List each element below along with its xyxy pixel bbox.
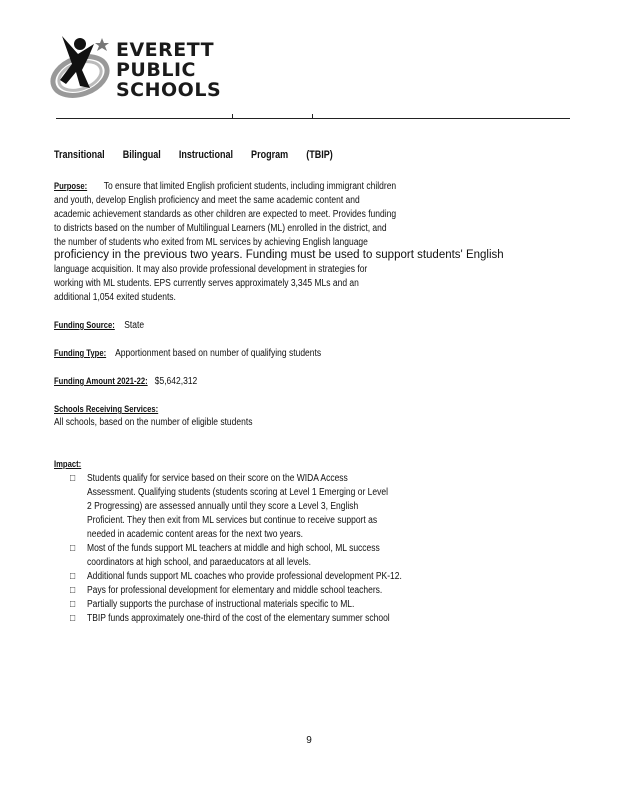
impact-line: Students qualify for service based on their score on the WIDA Access: [87, 473, 348, 484]
purpose-line: academic achievement standards as other children are expected to meet. Provides funding: [54, 209, 397, 220]
bullet-box-icon: □: [70, 543, 76, 554]
title-word: Bilingual: [122, 149, 161, 161]
purpose-line: To ensure that limited English proficient students, including immigrant children: [103, 181, 397, 192]
bullet-box-icon: □: [70, 613, 76, 624]
purpose-line: language acquisition. It may also provide professional development in strategies for: [54, 264, 368, 275]
list-item: [70, 612, 402, 626]
purpose-line: working with ML students. EPS currently serves approximately 3,345 MLs and an: [54, 278, 359, 289]
impact-line: Partially supports the purchase of instructional materials specific to ML.: [87, 599, 355, 610]
funding-type-label: Funding Type:: [54, 348, 107, 358]
page-title: [54, 149, 333, 161]
bullet-box-icon: □: [70, 599, 76, 610]
list-item: [70, 542, 402, 570]
page-number: 9: [306, 735, 312, 746]
schools-receiving-section: [54, 402, 252, 430]
funding-source-label: Funding Source:: [54, 320, 115, 330]
bullet-box-icon: □: [70, 473, 76, 484]
list-item: [70, 570, 402, 584]
logo-line-3: SCHOOLS: [116, 79, 222, 101]
schools-receiving-label: Schools Receiving Services:: [54, 404, 159, 414]
funding-type-value: Apportionment based on number of qualifying students: [115, 348, 322, 359]
purpose-line: additional 1,054 exited students.: [54, 292, 176, 303]
purpose-label: Purpose:: [54, 181, 88, 191]
impact-label: Impact:: [54, 459, 82, 469]
funding-source-row: [54, 318, 144, 333]
funding-amount-value: $5,642,312: [154, 376, 198, 387]
impact-line: Assessment. Qualifying students (students scoring at Level 1 Emerging or Level: [87, 487, 388, 498]
impact-list: [70, 472, 402, 626]
impact-line: coordinators at high school, and paraeducators at all levels.: [87, 557, 311, 568]
impact-heading: [54, 457, 81, 472]
funding-type-row: [54, 346, 321, 361]
impact-line: Additional funds support ML coaches who provide professional development PK-12.: [87, 571, 402, 582]
logo-figure-icon: [50, 30, 120, 106]
funding-source-value: State: [124, 320, 145, 331]
purpose-section: [54, 179, 396, 250]
impact-line: needed in academic content areas for the next two years.: [87, 529, 303, 540]
logo-line-2: PUBLIC: [116, 59, 196, 81]
purpose-tail: [54, 263, 367, 305]
impact-line: Most of the funds support ML teachers at middle and high school, ML success: [87, 543, 380, 554]
rule-tick: [232, 114, 233, 118]
title-word: (TBIP): [306, 149, 333, 161]
list-item: [70, 598, 402, 612]
bullet-box-icon: □: [70, 571, 76, 582]
list-item: [70, 472, 402, 542]
purpose-emphasis-line: proficiency in the previous two years. Funding must be used to support students' English: [54, 249, 504, 261]
title-word: Transitional: [54, 149, 105, 161]
list-item: [70, 584, 402, 598]
impact-line: TBIP funds approximately one-third of the cost of the elementary summer school: [87, 613, 390, 624]
purpose-line: the number of students who exited from ML services by achieving English language: [54, 237, 368, 248]
impact-line: Proficient. They then exit from ML services but continue to receive support as: [87, 515, 378, 526]
title-word: Instructional: [178, 149, 233, 161]
impact-line: Pays for professional development for elementary and middle school teachers.: [87, 585, 383, 596]
everett-public-schools-logo: [50, 30, 230, 106]
schools-receiving-value: All schools, based on the number of eligible students: [54, 417, 253, 428]
funding-amount-row: [54, 374, 197, 389]
impact-line: 2 Progressing) are assessed annually until they score a Level 3, English: [87, 501, 359, 512]
logo-wordmark: [116, 40, 221, 100]
header-rule: [56, 118, 570, 119]
logo-line-1: EVERETT: [116, 39, 215, 61]
bullet-box-icon: □: [70, 585, 76, 596]
rule-tick: [312, 114, 313, 118]
title-word: Program: [251, 149, 289, 161]
purpose-line: to districts based on the number of Multilingual Learners (ML) enrolled in the district, and: [54, 223, 387, 234]
funding-amount-label: Funding Amount 2021-22:: [54, 376, 148, 386]
purpose-line: and youth, develop English proficiency and meet the same academic content and: [54, 195, 360, 206]
